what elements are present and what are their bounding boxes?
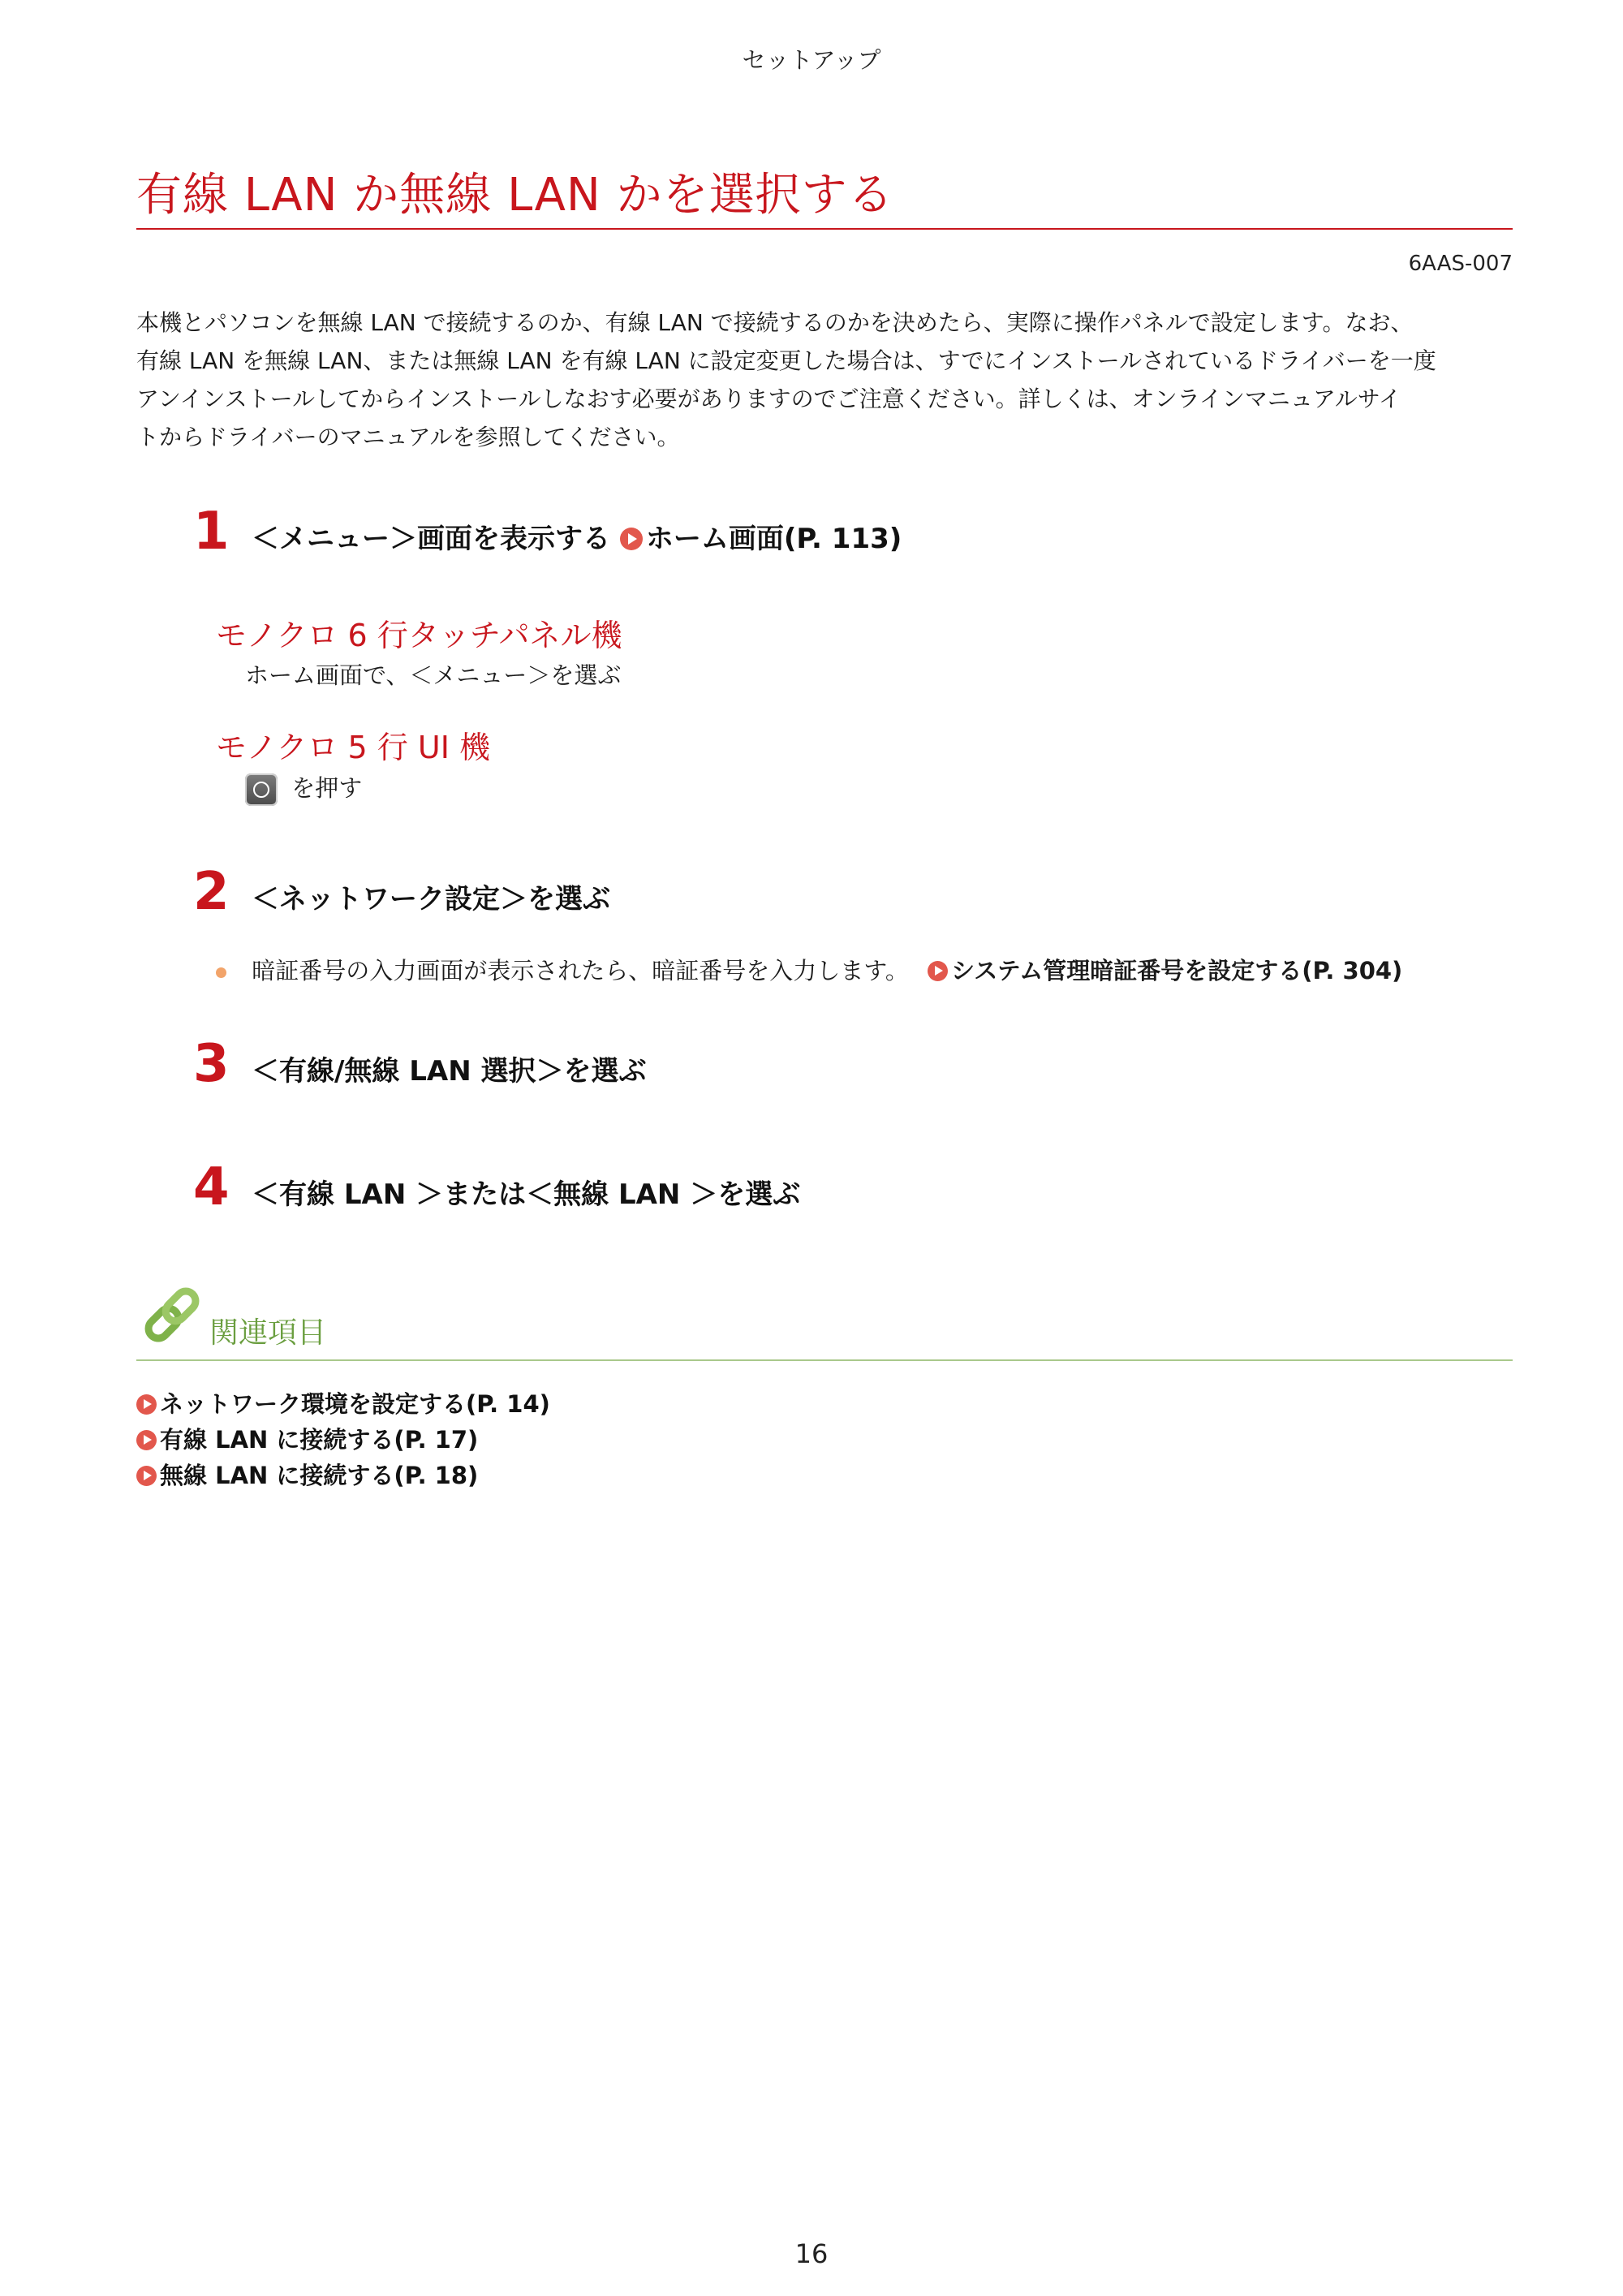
step-number-1: 1 <box>193 502 230 562</box>
sub-heading-6line-panel: モノクロ 6 行タッチパネル機 <box>216 618 622 653</box>
intro-line: 本機とパソコンを無線 LAN で接続するのか、有線 LAN で接続するのかを決めたら、実際に操作パネルで設定します。なお、 <box>136 309 1414 336</box>
related-link-label: 有線 LAN に接続する(P. 17) <box>160 1426 479 1454</box>
related-link-label: 無線 LAN に接続する(P. 18) <box>160 1462 479 1489</box>
home-screen-link[interactable] <box>620 523 902 555</box>
menu-key-icon <box>245 773 278 806</box>
link-arrow-icon <box>620 528 643 550</box>
intro-line: 有線 LAN を無線 LAN、または無線 LAN を有線 LAN に設定変更した場合は、すでにインストールされているドライバーを一度 <box>136 347 1436 374</box>
related-divider <box>136 1359 1513 1361</box>
step-4-text: ＜有線 LAN ＞または＜無線 LAN ＞を選ぶ <box>252 1178 801 1211</box>
related-link-wireless[interactable] <box>136 1458 478 1491</box>
press-instruction: を押す <box>291 774 363 802</box>
link-arrow-icon <box>136 1430 157 1450</box>
home-screen-link-label: ホーム画面(P. 113) <box>645 523 902 555</box>
sub-body-6line-panel: ホーム画面で、＜メニュー＞を選ぶ <box>245 661 622 689</box>
intro-line: トからドライバーのマニュアルを参照してください。 <box>136 424 680 450</box>
title-divider <box>136 228 1513 230</box>
link-arrow-icon <box>928 961 948 981</box>
step-1-text: ＜メニュー＞画面を表示する <box>252 523 610 555</box>
chain-link-icon <box>138 1281 206 1349</box>
step-3-text: ＜有線/無線 LAN 選択＞を選ぶ <box>252 1055 647 1088</box>
page-title: 有線 LAN か無線 LAN かを選択する <box>136 169 894 222</box>
page-number: 16 <box>794 2238 829 2269</box>
step-number-2: 2 <box>193 862 230 922</box>
link-arrow-icon <box>136 1394 157 1415</box>
related-link-label: ネットワーク環境を設定する(P. 14) <box>160 1390 550 1418</box>
step-number-4: 4 <box>193 1157 230 1217</box>
step-2-note <box>216 953 1402 986</box>
running-header: セットアップ <box>742 46 881 74</box>
sub-body-5line-ui <box>245 770 362 806</box>
intro-paragraph <box>136 304 1513 456</box>
related-link-wired[interactable] <box>136 1422 478 1455</box>
step-1 <box>252 516 902 556</box>
step-number-3: 3 <box>193 1034 230 1094</box>
system-pin-link[interactable] <box>928 957 1402 984</box>
step-2-text: ＜ネットワーク設定＞を選ぶ <box>252 883 610 915</box>
system-pin-link-label: システム管理暗証番号を設定する(P. 304) <box>951 957 1403 984</box>
sub-heading-5line-ui: モノクロ 5 行 UI 機 <box>216 730 490 765</box>
bullet-icon <box>216 967 226 978</box>
step-2-note-text: 暗証番号の入力画面が表示されたら、暗証番号を入力します。 <box>252 957 909 984</box>
intro-line: アンインストールしてからインストールしなおす必要がありますのでご注意ください。詳しくは、オンラインマニュアルサイ <box>136 386 1401 412</box>
document-id: 6AAS-007 <box>1408 252 1513 276</box>
related-link-network[interactable] <box>136 1386 550 1419</box>
related-section-title: 関連項目 <box>209 1316 327 1350</box>
link-arrow-icon <box>136 1466 157 1486</box>
